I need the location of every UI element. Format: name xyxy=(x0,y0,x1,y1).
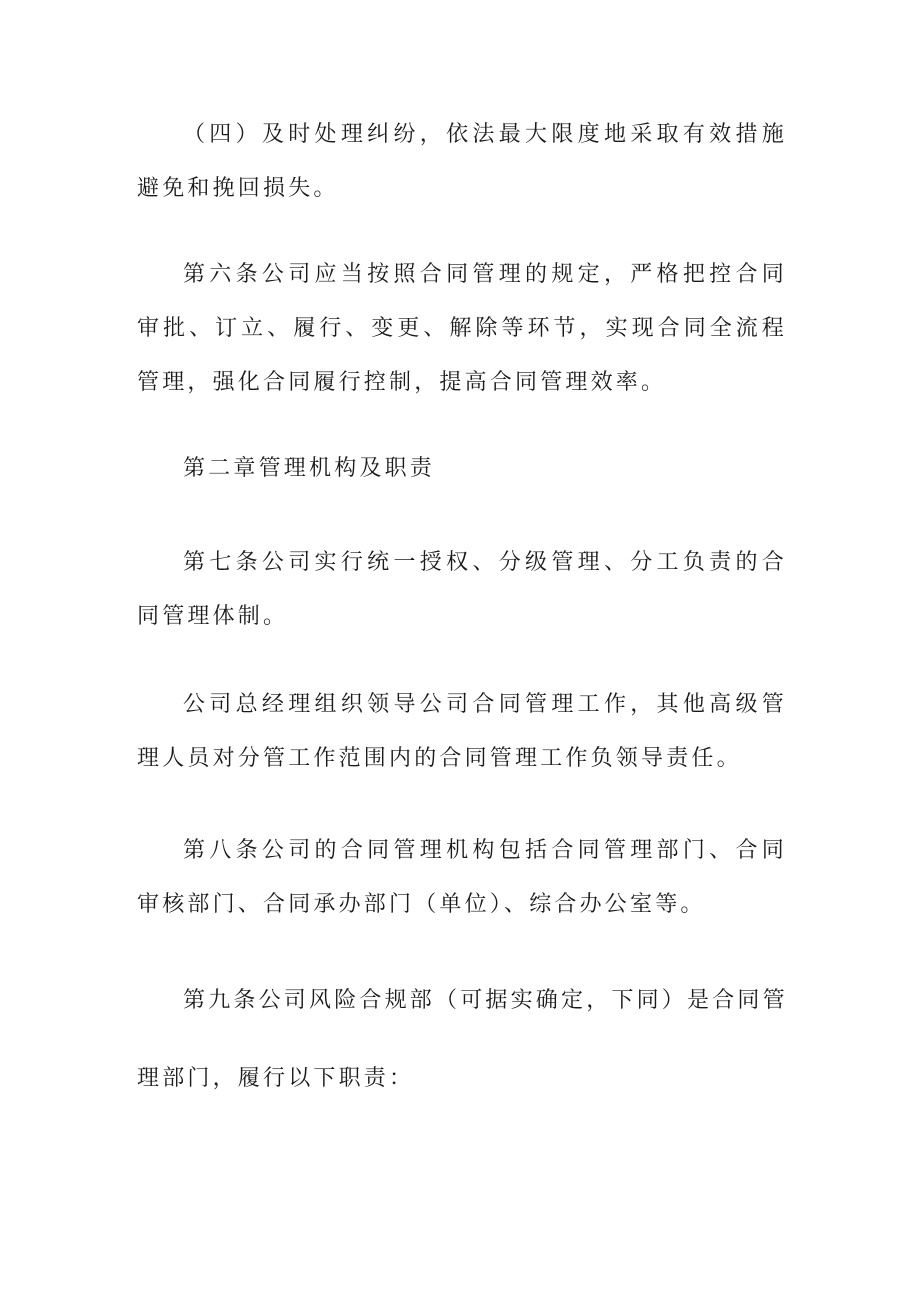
paragraph-article-six: 第六条公司应当按照合同管理的规定，严格把控合同审批、订立、履行、变更、解除等环节，实现合同全流程管理，强化合同履行控制，提高合同管理效率。 xyxy=(137,262,787,395)
chapter-heading: 第二章管理机构及职责 xyxy=(183,456,436,481)
paragraph-general-manager: 公司总经理组织领导公司合同管理工作，其他高级管理人员对分管工作范围内的合同管理工作负领导责任。 xyxy=(137,692,787,771)
article-nine-line-1: 第九条公司风险合规部（可据实确定，下同）是合同管 xyxy=(183,988,788,1013)
paragraph-article-eight: 第八条公司的合同管理机构包括合同管理部门、合同审核部门、合同承办部门（单位）、综合办公室等。 xyxy=(137,838,787,917)
paragraph-article-seven: 第七条公司实行统一授权、分级管理、分工负责的合同管理体制。 xyxy=(137,550,787,629)
paragraph-dispute-handling: （四）及时处理纠纷，依法最大限度地采取有效措施避免和挽回损失。 xyxy=(137,122,787,201)
article-nine-line-2: 理部门，履行以下职责： xyxy=(137,1066,415,1091)
